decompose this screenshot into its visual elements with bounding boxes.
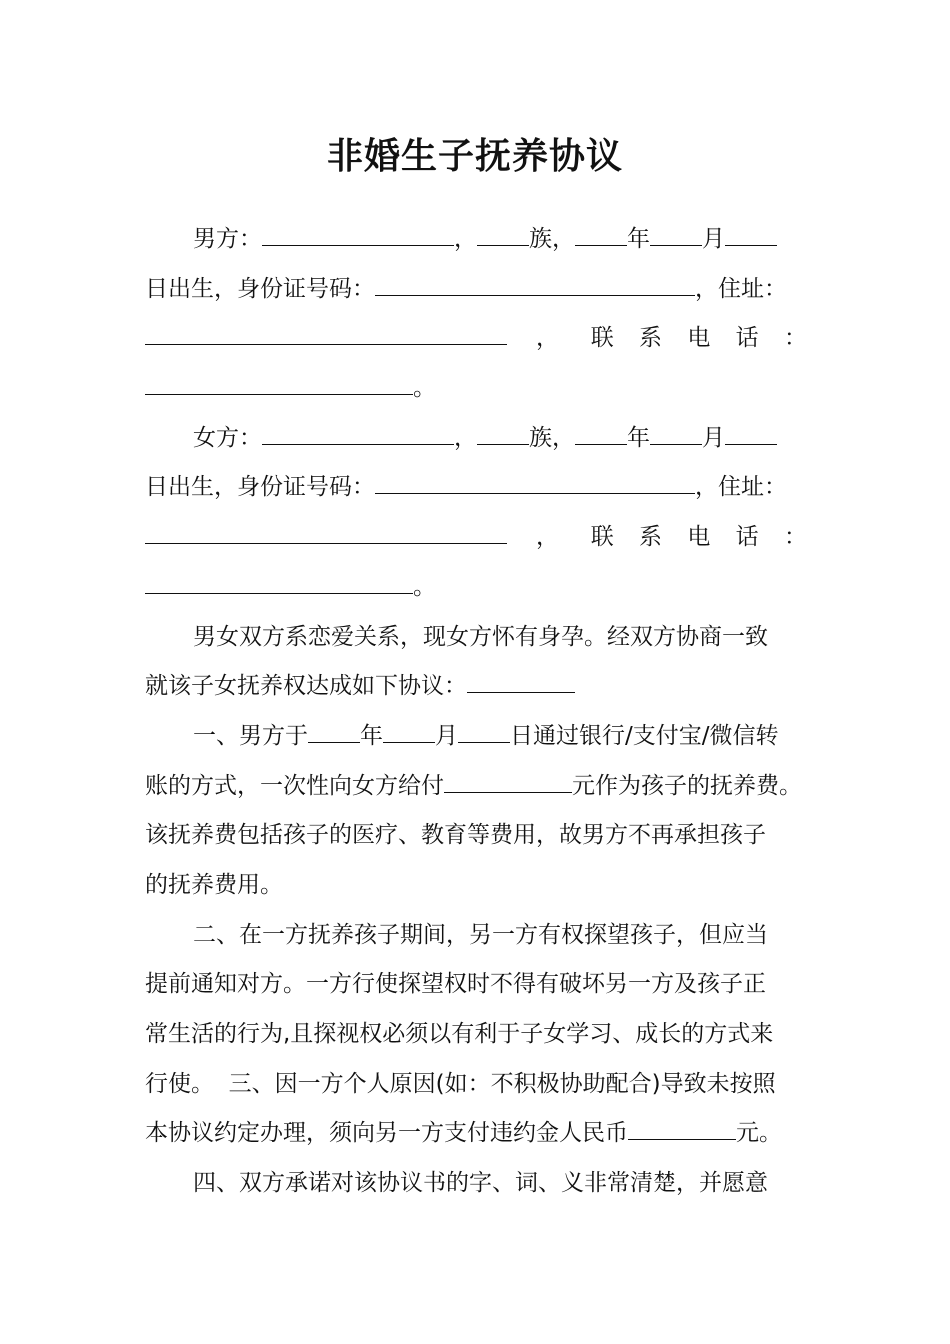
- penalty-amount-blank[interactable]: [628, 1120, 736, 1140]
- male-line-4: [145, 364, 807, 414]
- female-ethnicity-suffix: 族，: [529, 424, 575, 451]
- male-comma: ，: [454, 226, 477, 252]
- female-line-3: [145, 513, 807, 563]
- clause1-year-blank[interactable]: [308, 723, 360, 743]
- female-line-4: [145, 563, 807, 613]
- female-comma-2: ，: [536, 524, 559, 551]
- clause2-line-4: 行使。 三、因一方个人原因(如：不积极协助配合)导致未按照: [145, 1070, 776, 1097]
- female-phone-label: 联 系 电 话 ：: [590, 524, 807, 551]
- clause1-text-a: 一、男方于: [193, 722, 308, 749]
- female-period: 。: [413, 573, 436, 600]
- clause2-line-1: 二、在一方抚养孩子期间，另一方有权探望孩子，但应当: [193, 921, 768, 948]
- clause1-line-3: 该抚养费包括孩子的医疗、教育等费用，故男方不再承担孩子: [145, 822, 766, 849]
- female-phone-blank[interactable]: [145, 574, 413, 594]
- female-address-blank[interactable]: [145, 524, 507, 544]
- male-period: 。: [413, 375, 436, 402]
- document-body: [145, 215, 807, 1209]
- female-label: 女方：: [193, 424, 262, 451]
- clause3-line-5: [145, 1109, 807, 1159]
- male-line-1: [145, 215, 807, 265]
- female-address-label: ，住址：: [695, 474, 787, 501]
- female-month: 月: [702, 424, 725, 451]
- document-title: 非婚生子抚养协议: [326, 136, 623, 177]
- male-id-blank[interactable]: [375, 276, 695, 296]
- clause1-text-b: 日通过银行/支付宝/微信转: [510, 722, 779, 749]
- female-name-blank[interactable]: [262, 425, 454, 445]
- male-comma-2: ，: [536, 325, 559, 352]
- male-address-label: ，住址：: [695, 275, 787, 302]
- male-month-blank[interactable]: [650, 226, 702, 246]
- female-ethnicity-blank[interactable]: [477, 425, 529, 445]
- male-line-2: [145, 265, 807, 315]
- clause2-line-3: 常生活的行为,且探视权必须以有利于子女学习、成长的方式来: [145, 1021, 774, 1047]
- clause1-day-blank[interactable]: [458, 723, 510, 743]
- clause1-text-c: 账的方式，一次性向女方给付: [145, 772, 444, 799]
- clause1-year: 年: [360, 722, 383, 749]
- male-ethnicity-suffix: 族，: [529, 226, 575, 252]
- male-ethnicity-blank[interactable]: [477, 226, 529, 246]
- female-year-blank[interactable]: [575, 425, 627, 445]
- clause2-line-2: 提前通知对方。一方行使探望权时不得有破坏另一方及孩子正: [145, 971, 766, 998]
- intro-line-1: 男女双方系恋爱关系，现女方怀有身孕。经双方协商一致: [193, 623, 768, 650]
- clause1-month: 月: [435, 722, 458, 749]
- clause1-line-4: 的抚养费用。: [145, 871, 283, 898]
- clause1-month-blank[interactable]: [383, 723, 435, 743]
- clause1-line-2: [145, 762, 807, 812]
- clause1-line-1: [145, 712, 807, 762]
- female-id-blank[interactable]: [375, 474, 695, 494]
- female-comma: ，: [454, 424, 477, 451]
- clause1-amount-blank[interactable]: [444, 773, 572, 793]
- male-name-blank[interactable]: [262, 226, 454, 246]
- male-year-blank[interactable]: [575, 226, 627, 246]
- male-phone-blank[interactable]: [145, 375, 413, 395]
- female-line-1: [145, 414, 807, 464]
- male-phone-label: 联 系 电 话 ：: [590, 325, 807, 352]
- male-address-blank[interactable]: [145, 325, 507, 345]
- male-birth-text: 日出生，身份证号码：: [145, 275, 375, 302]
- intro-blank[interactable]: [467, 673, 575, 693]
- intro-line-2: [145, 662, 807, 712]
- female-year: 年: [627, 424, 650, 451]
- clause1-text-d: 元作为孩子的抚养费。: [572, 772, 802, 799]
- female-birth-text: 日出生，身份证号码：: [145, 474, 375, 501]
- female-month-blank[interactable]: [650, 425, 702, 445]
- clause3-text-a: 本协议约定办理，须向另一方支付违约金人民币: [145, 1120, 628, 1147]
- clause3-text-b: 元。: [736, 1120, 782, 1147]
- male-month: 月: [702, 226, 725, 252]
- clause4-line-1: 四、双方承诺对该协议书的字、词、义非常清楚，并愿意: [193, 1170, 768, 1197]
- male-label: 男方：: [193, 226, 262, 252]
- female-day-blank[interactable]: [725, 425, 777, 445]
- male-day-blank[interactable]: [725, 226, 777, 246]
- male-year: 年: [627, 226, 650, 252]
- male-line-3: [145, 314, 807, 364]
- intro-text-2: 就该子女抚养权达成如下协议：: [145, 673, 467, 700]
- female-line-2: [145, 463, 807, 513]
